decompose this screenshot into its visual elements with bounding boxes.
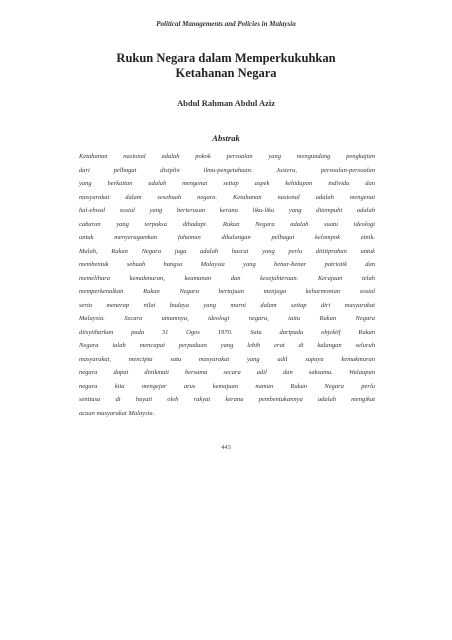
abstract-line: hal-ehwal sosial yang berterusan kerana liku-liku yang ditempuhi adalah (79, 207, 375, 214)
page-number: 443 (221, 444, 231, 451)
abstract-line: untuk menyeragamkan fahaman dikalangan pelbagai kelompok etnik. (79, 234, 375, 241)
abstract-line: negara dapat dinikmati bersama secara adil dan saksama. Walaupun (79, 369, 375, 376)
abstract-line: memelihara kemakmuran, keamanan dan kesejahteraan. Kerajaan telah (79, 274, 375, 282)
abstract-line: diisytiharkan pada 31 Ogos 1970. Satu daripada objektif Rukun (79, 328, 375, 336)
abstract-line: yang berkaitan adalah mengenai setiap aspek kehidupan individu dan (79, 180, 375, 187)
abstract-line: masyarakat, mencipta satu masyarakat yang adil supaya kemakmuran (79, 355, 375, 363)
abstract-heading: Abstrak (212, 133, 240, 143)
abstract-line: masyarakat dalam sesebuah negara. Ketahanan nasional adalah mengenai (79, 193, 375, 201)
paper-title (60, 51, 392, 81)
title-line-1: Rukun Negara dalam Memperkukuhkan (116, 51, 336, 65)
abstract-line: Malah, Rukun Negara juga adalah hasrat yang perlu dititiprahan untuk (79, 247, 375, 255)
abstract-line: sentiasa di hayati oleh rakyat kerana pembentukannya adalah mengikut (79, 396, 375, 403)
abstract-line: memperkenalkan Rukun Negara bertujuan menjaga keharmonian sosial (79, 288, 375, 295)
abstract-line: Malaysia. Secara umumnya, ideologi negara, iaitu Rukun Negara (79, 315, 375, 322)
abstract-line: Ketahanan nasional adalah pokok persoalan yang mengundang pengkajian (79, 153, 375, 160)
abstract-line: membentuk sebuah bangsa Malaysia yang benar-benar patriotik dan (79, 261, 375, 268)
running-header: Political Managements and Policies in Malaysia (156, 20, 296, 28)
abstract-line: Negara ialah mencapai perpaduan yang lebih erat di kalangan seluruh (79, 342, 375, 349)
abstract-line: serta menerap nilai budaya yang murni dalam setiap diri masyarakat (79, 301, 375, 309)
abstract-line: acuan masyarakat Malaysia. (79, 409, 155, 417)
title-line-2: Ketahanan Negara (175, 66, 277, 80)
abstract-line: cabaran yang terpaksa dihadapi. Rukun Negara adalah suatu ideologi (79, 220, 375, 228)
abstract-line: negara kita mengejar arus kemajuan namun Rukun Negara perlu (79, 382, 375, 390)
abstract-line: dari pelbagai disiplin ilmu-pengetahuan. Justeru, persoalan-persoalan (79, 166, 375, 174)
author-name: Abdul Rahman Abdul Aziz (176, 98, 276, 108)
abstract-body (79, 150, 375, 420)
